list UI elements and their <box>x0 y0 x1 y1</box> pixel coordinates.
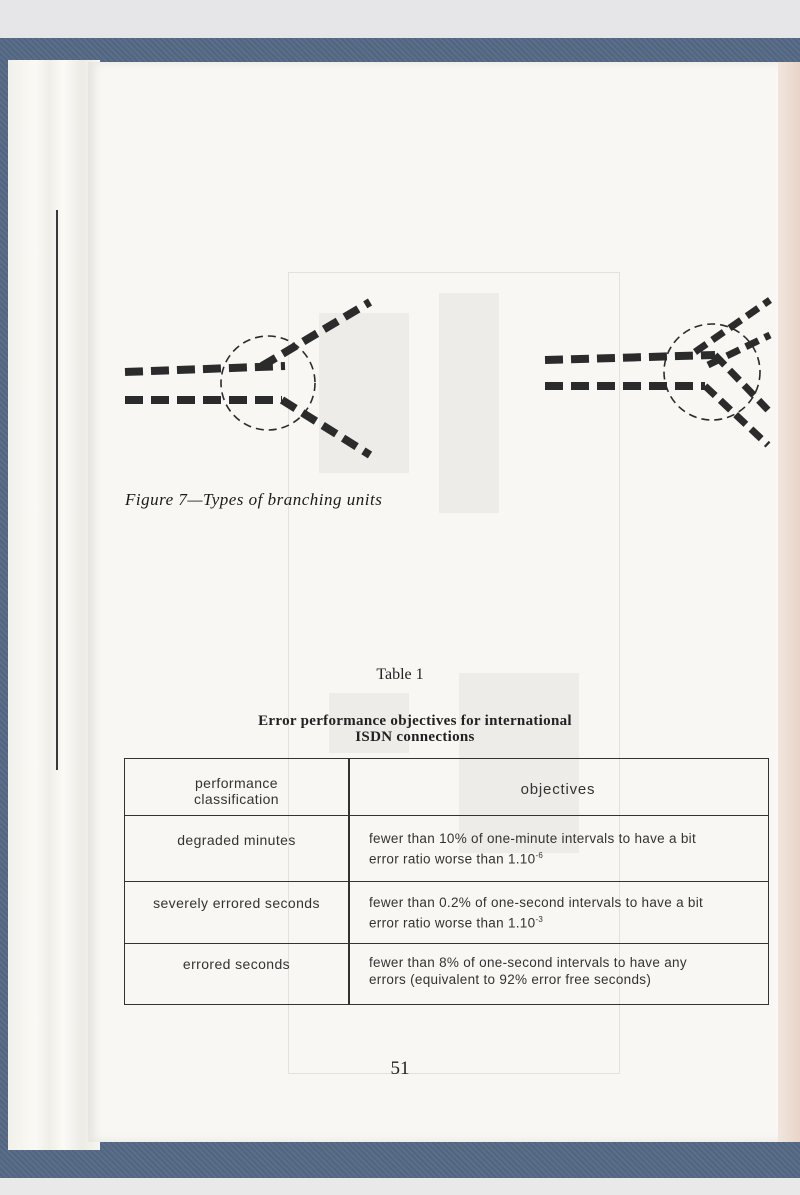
row-classification: degraded minutes <box>177 832 296 848</box>
header-col1-line2: classification <box>194 791 279 807</box>
row-classification: errored seconds <box>182 956 291 972</box>
table-row <box>125 881 768 944</box>
row-objective <box>369 954 764 988</box>
figure-caption: Figure 7—Types of branching units <box>125 490 383 509</box>
objective-line1: fewer than 10% of one-minute intervals to have a bit <box>369 831 697 846</box>
table-number: Table 1 <box>376 666 424 683</box>
header-col1-line1: performance <box>195 775 278 791</box>
objective-line2: errors (equivalent to 92% error free seconds) <box>369 972 652 987</box>
objective-line1: fewer than 8% of one-second intervals to have any <box>369 955 687 970</box>
objective-line1: fewer than 0.2% of one-second intervals to have a bit <box>369 895 704 910</box>
objective-line2: error ratio worse than 1.10 <box>369 851 536 867</box>
table-title-line2: ISDN connections <box>355 729 475 745</box>
header-objectives: objectives <box>520 781 596 798</box>
branching-unit-left <box>125 302 370 455</box>
branching-units-diagram <box>0 0 800 520</box>
table-title-line1: Error performance objectives for international <box>258 713 572 729</box>
table-title <box>250 713 580 745</box>
branching-unit-right <box>545 300 770 445</box>
error-performance-table <box>124 758 769 1005</box>
objective-exponent: -6 <box>535 851 544 860</box>
table-row <box>125 815 768 882</box>
row-objective <box>369 894 764 932</box>
objective-exponent: -3 <box>535 915 544 924</box>
row-objective <box>369 830 764 868</box>
header-performance-classification <box>125 775 348 807</box>
row-classification: severely errored seconds <box>153 895 320 911</box>
page-number: 51 <box>390 1058 410 1079</box>
objective-line2: error ratio worse than 1.10 <box>369 915 536 931</box>
table-row <box>125 943 768 1003</box>
